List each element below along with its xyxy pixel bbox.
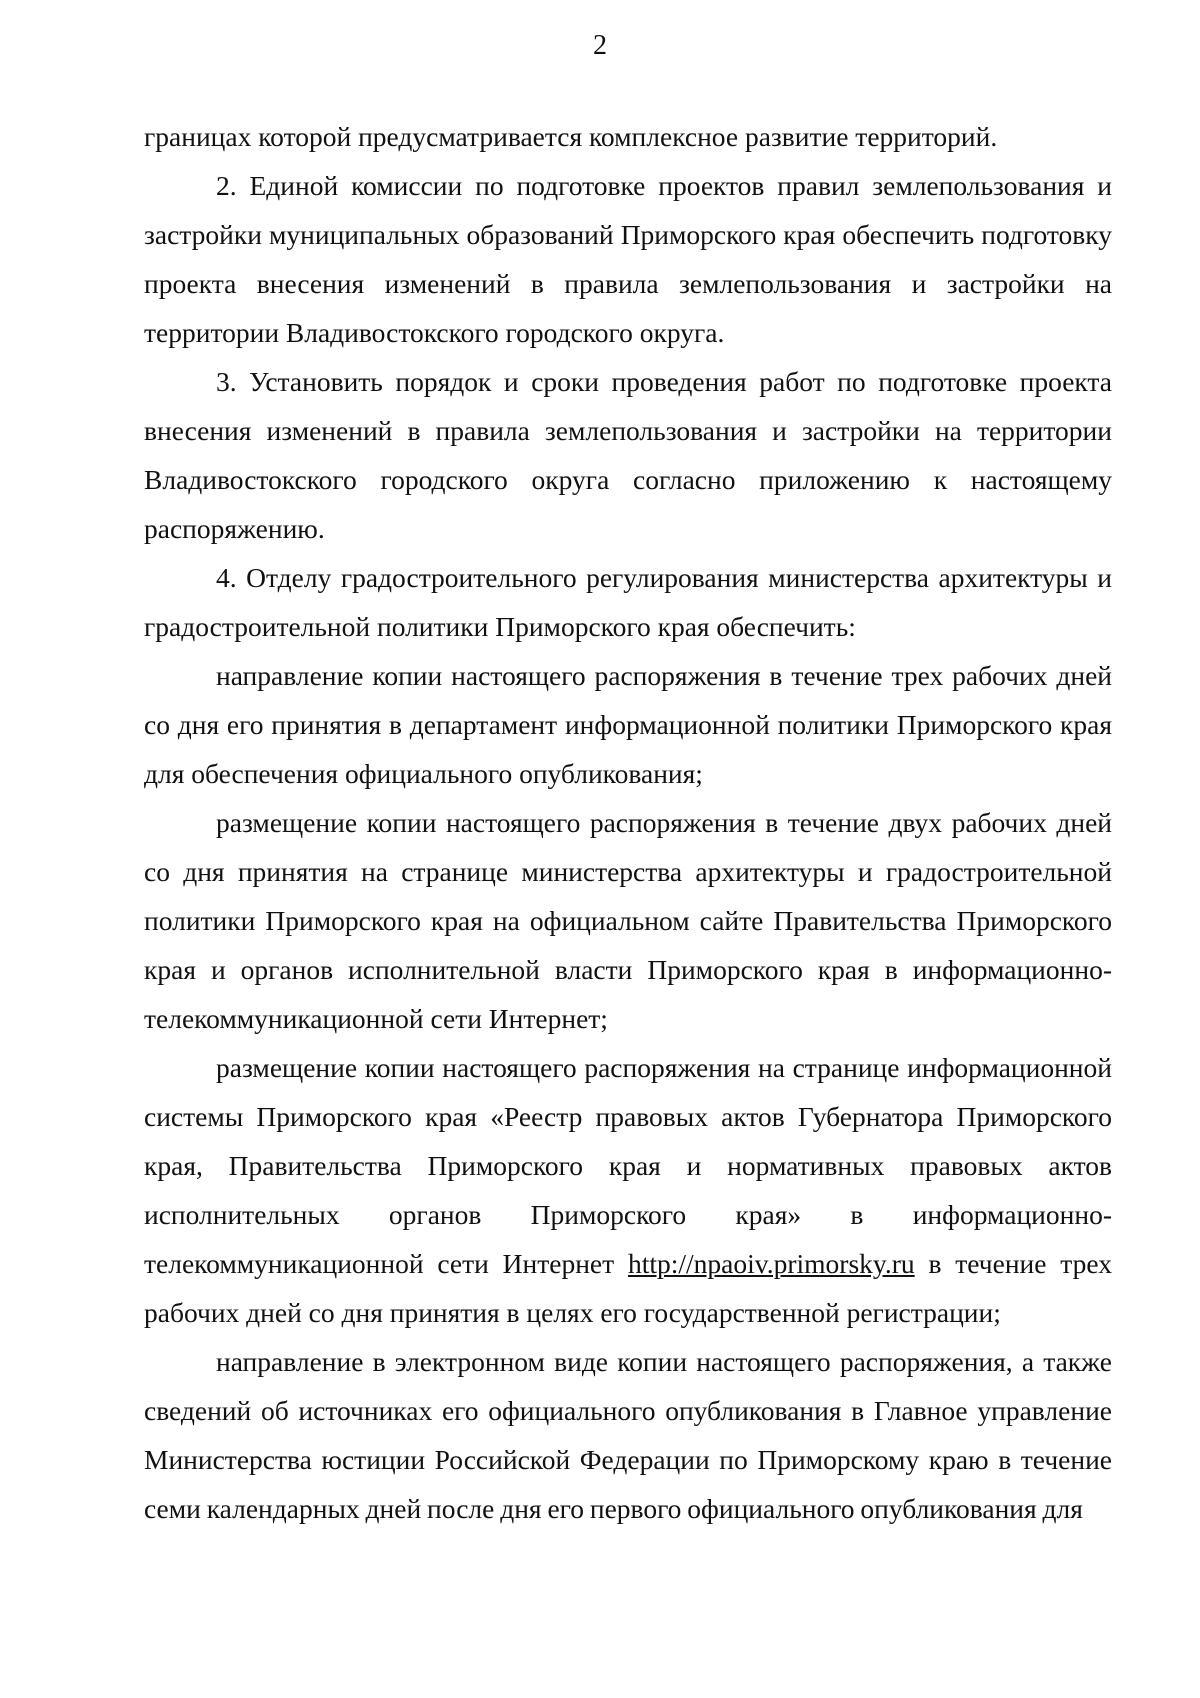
paragraph-item-4: 4. Отделу градостроительного регулирования министерства архитектуры и градостроительной политики Приморского края обеспечить: bbox=[144, 562, 1112, 642]
paragraph-text: в течение трех рабочих дней со дня принятия в целях его государственной регистрации; bbox=[144, 1248, 1112, 1328]
paragraph-item-4-sub-3 bbox=[144, 1043, 1112, 1337]
document-body bbox=[144, 112, 1112, 1533]
registry-link[interactable]: http://npaoiv.primorsky.ru bbox=[627, 1248, 915, 1279]
paragraph-item-2: 2. Единой комиссии по подготовке проектов правил землепользования и застройки муниципальных образований Приморского края обеспечить подготовку проекта внесения изменений в правила землепользования и застройки на территории Владивостокского городского округа. bbox=[144, 170, 1112, 348]
paragraph-continuation: границах которой предусматривается комплексное развитие территорий. bbox=[144, 121, 998, 152]
paragraph-item-4-sub-1: направление копии настоящего распоряжения в течение трех рабочих дней со дня его принятия в департамент информационной политики Приморского края для обеспечения официального опубликования; bbox=[144, 660, 1112, 789]
page-number: 2 bbox=[593, 30, 607, 61]
paragraph-text: размещение копии настоящего распоряжения на странице информационной системы Приморского края «Реестр правовых актов Губернатора Приморского края, Правительства Приморского края и нормативных правовых актов исполнительных органов Приморского края» в информационно-телекоммуникационной сети Интернет bbox=[144, 1052, 1112, 1279]
paragraph-item-4-sub-4: направление в электронном виде копии настоящего распоряжения, а также сведений об источниках его официального опубликования в Главное управление Министерства юстиции Российской Федерации по Приморскому краю в течение семи календарных дней после дня его первого официального опубликования для bbox=[144, 1346, 1112, 1524]
paragraph-item-3: 3. Установить порядок и сроки проведения работ по подготовке проекта внесения изменений в правила землепользования и застройки на территории Владивостокского городского округа согласно приложению к настоящему распоряжению. bbox=[144, 366, 1112, 544]
paragraph-item-4-sub-2: размещение копии настоящего распоряжения в течение двух рабочих дней со дня принятия на странице министерства архитектуры и градостроительной политики Приморского края на официальном сайте Правительства Приморского края и органов исполнительной власти Приморского края в информационно-телекоммуникационной сети Интернет; bbox=[144, 807, 1112, 1034]
